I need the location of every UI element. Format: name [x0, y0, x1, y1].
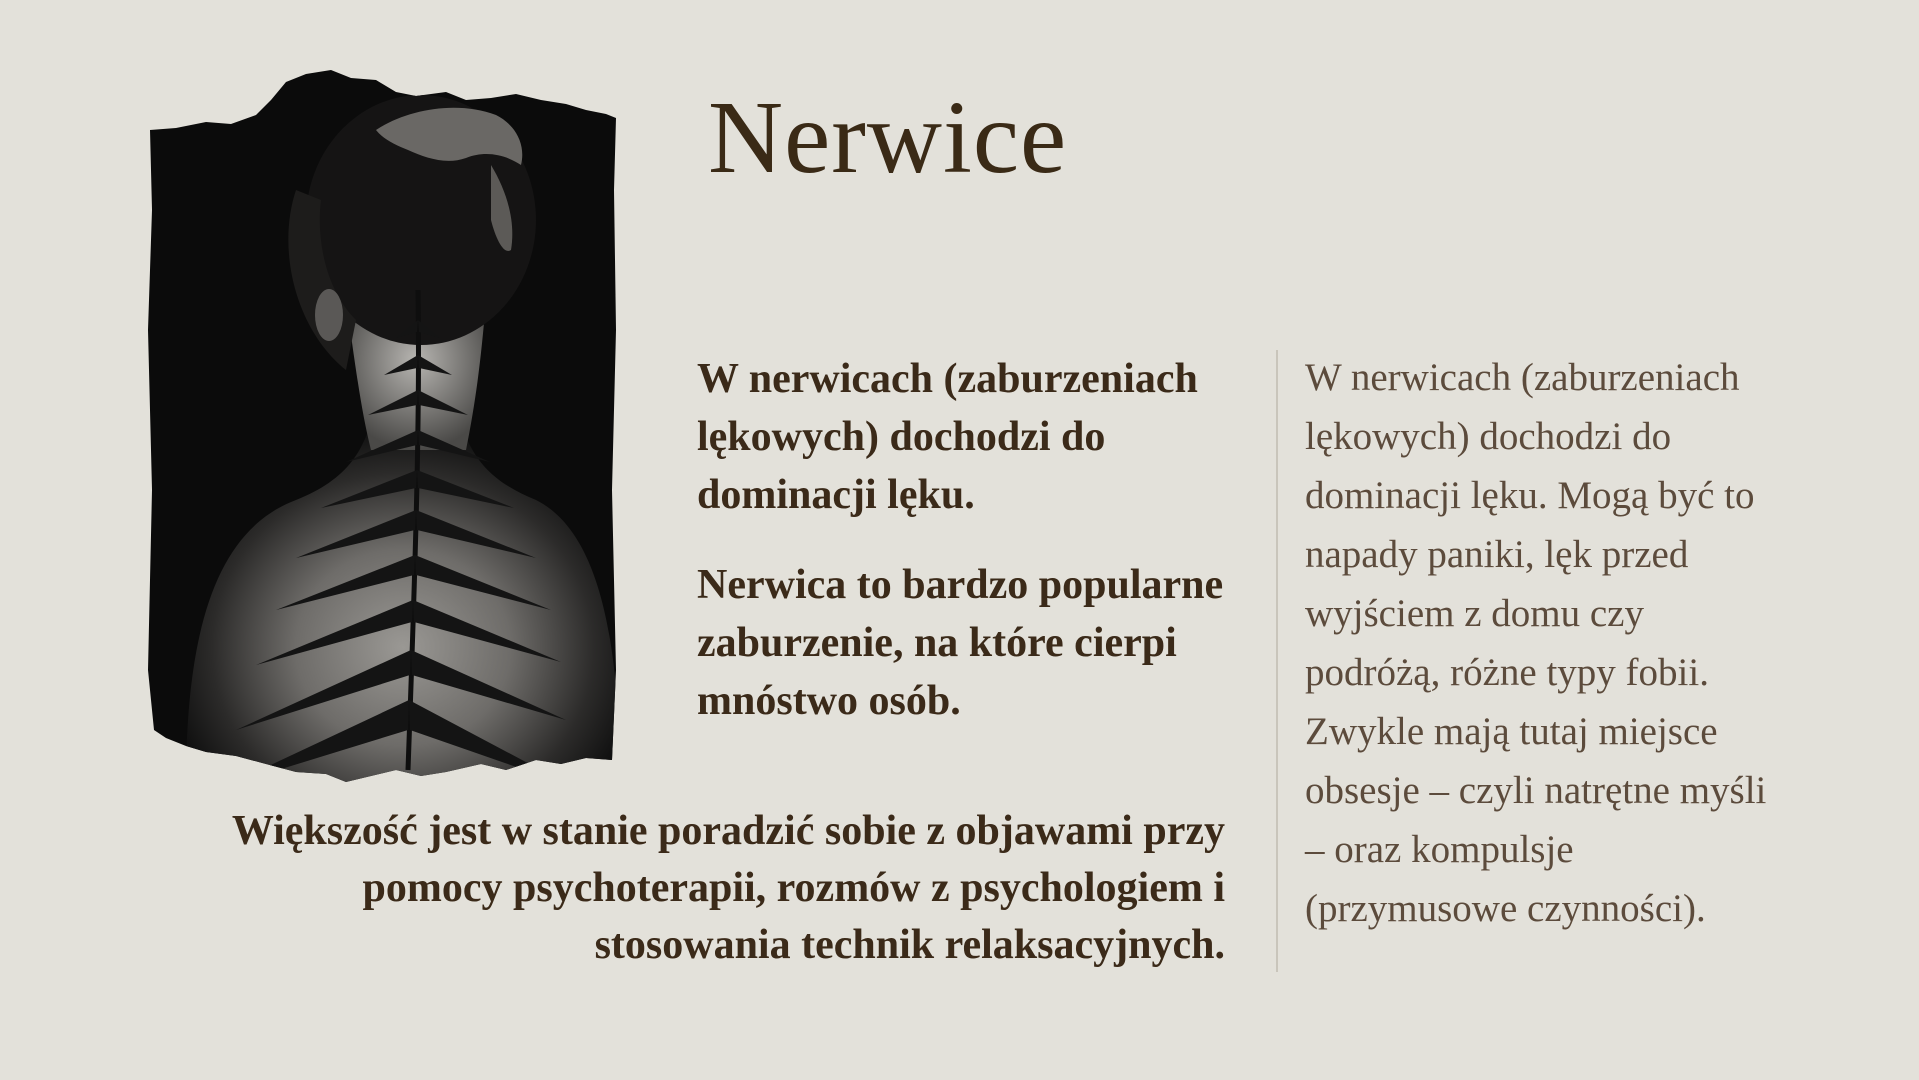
- slide-photo: [146, 70, 620, 786]
- side-line: dominacji lęku. Mogą być to: [1305, 474, 1755, 517]
- woman-back-fern-photo: [146, 70, 620, 786]
- side-line: W nerwicach (zaburzeniach: [1305, 356, 1740, 399]
- side-line: podróżą, różne typy fobii.: [1305, 651, 1709, 694]
- treatment-line: pomocy psychoterapii, rozmów z psychologiem i: [362, 865, 1225, 911]
- treatment-line: Większość jest w stanie poradzić sobie z objawami przy: [231, 808, 1225, 854]
- vertical-divider: [1276, 350, 1278, 972]
- slide-title: Nerwice: [708, 80, 1068, 195]
- side-line: – oraz kompulsje: [1305, 828, 1574, 871]
- side-line: Zwykle mają tutaj miejsce: [1305, 710, 1718, 753]
- paragraph-popular-disorder: Nerwica to bardzo popularne zaburzenie, na które cierpi mnóstwo osób.: [697, 562, 1224, 724]
- side-line: wyjściem z domu czy: [1305, 592, 1644, 635]
- treatment-line: stosowania technik relaksacyjnych.: [594, 922, 1225, 968]
- paragraph-anxiety-dominance: W nerwicach (zaburzeniach lękowych) dochodzi do dominacji lęku.: [697, 356, 1198, 518]
- side-line: obsesje – czyli natrętne myśli: [1305, 769, 1767, 812]
- side-description: [1305, 348, 1825, 938]
- paragraph-treatment: [150, 803, 1225, 974]
- side-line: napady paniki, lęk przed: [1305, 533, 1689, 576]
- side-line: lękowych) dochodzi do: [1305, 415, 1672, 458]
- side-line: (przymusowe czynności).: [1305, 887, 1706, 930]
